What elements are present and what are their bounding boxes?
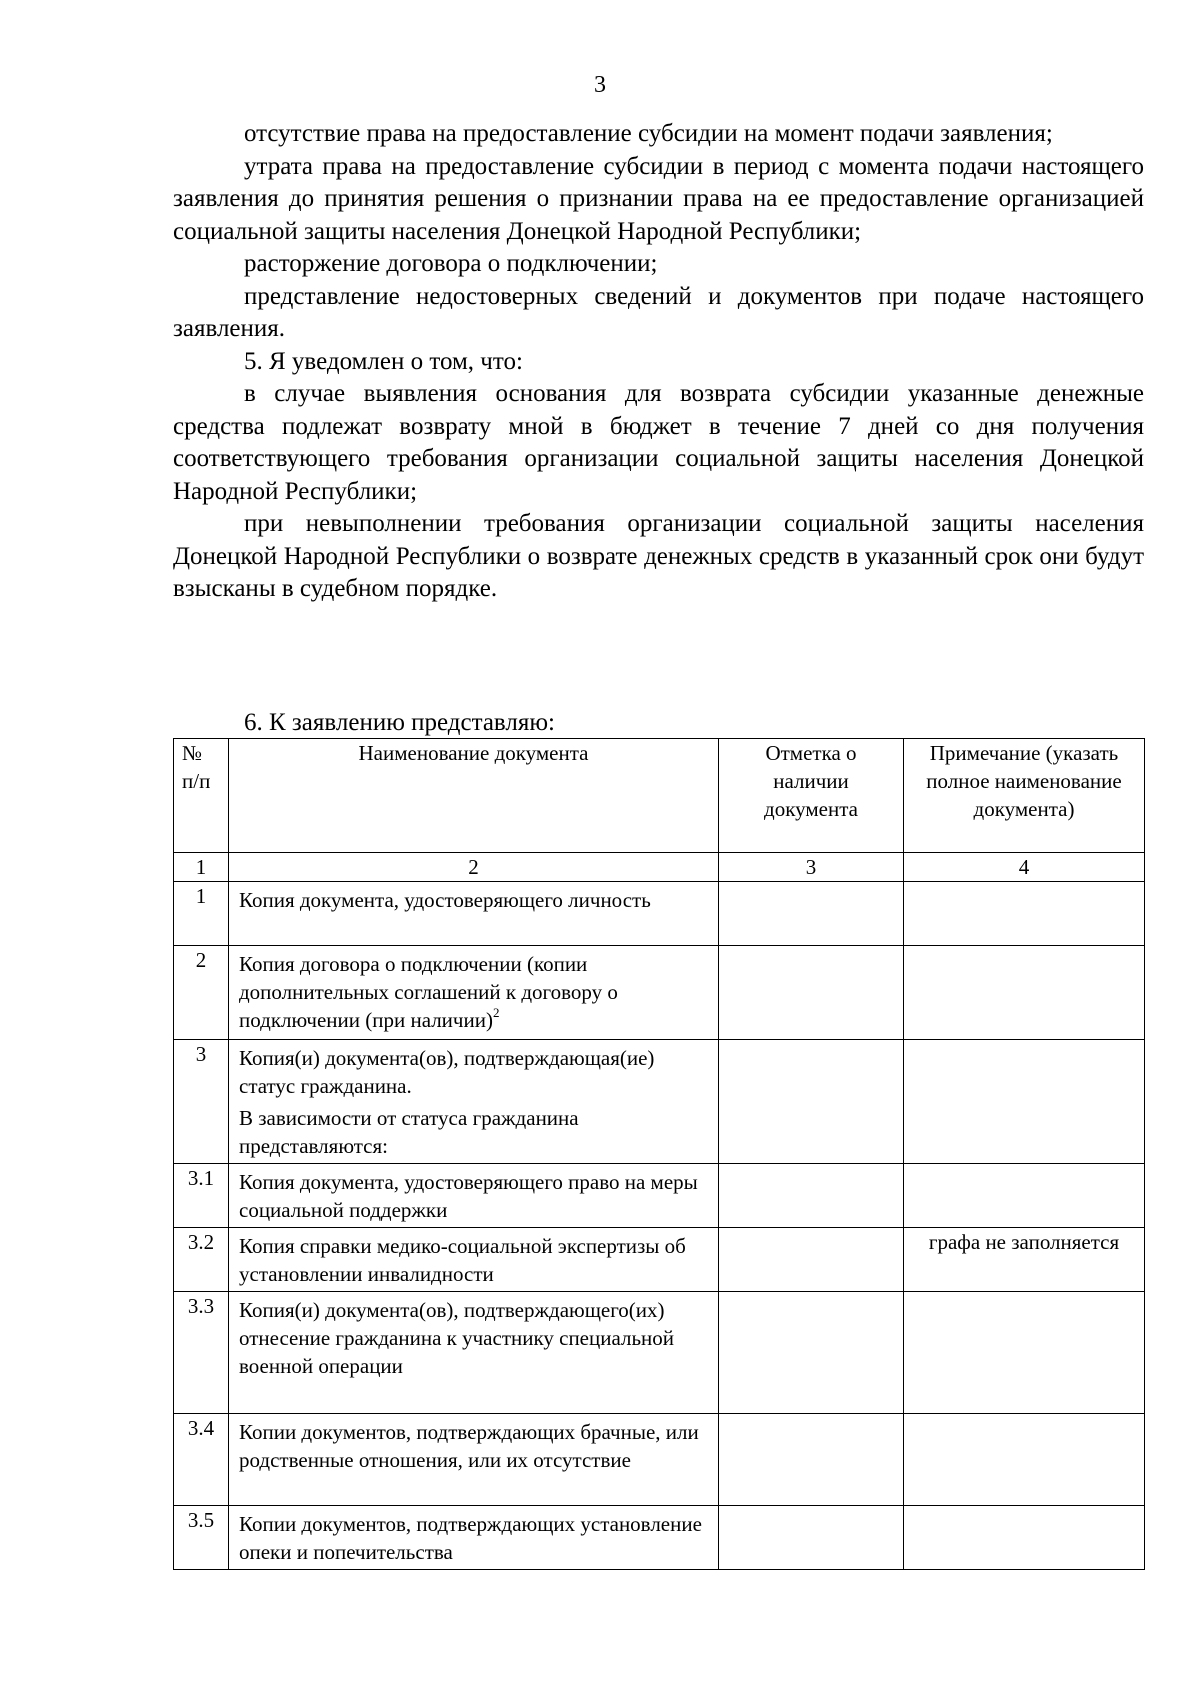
page-number: 3 (594, 72, 606, 98)
table-row (174, 1164, 1145, 1228)
row-num: 3 (174, 1040, 229, 1164)
row-name: Копия(и) документа(ов), подтверждающего(их) отнесение гражданина к участнику специальной военной операции (229, 1292, 719, 1414)
row-mark (719, 1040, 904, 1164)
paragraph-notified: 5. Я уведомлен о том, что: (244, 347, 523, 375)
footnote-marker: 2 (492, 1005, 500, 1020)
table-row (174, 946, 1145, 1040)
row-name: Копия документа, удостоверяющего личность (229, 882, 719, 946)
row-mark (719, 1164, 904, 1228)
row-name (229, 1040, 719, 1164)
row-num: 2 (174, 946, 229, 1040)
table-row (174, 1040, 1145, 1164)
row-num: 3.3 (174, 1292, 229, 1414)
row-mark (719, 882, 904, 946)
row-note (904, 1506, 1145, 1570)
row-note (904, 1164, 1145, 1228)
table-header-row (174, 739, 1145, 853)
row-name-text: Копия договора о подключении (копии дополнительных соглашений к договору о подключении (при наличии) (239, 952, 618, 1032)
index-cell-4: 4 (904, 853, 1145, 882)
row-note (904, 946, 1145, 1040)
paragraph-contract-termination: расторжение договора о подключении; (244, 250, 658, 277)
table-index-row (174, 853, 1145, 882)
table-row (174, 882, 1145, 946)
row-name: Копии документов, подтверждающих брачные, или родственные отношения, или их отсутствие (229, 1414, 719, 1506)
index-cell-3: 3 (719, 853, 904, 882)
row-num: 3.5 (174, 1506, 229, 1570)
paragraph-loss-of-right: утрата права на предоставление субсидии в период с момента подачи настоящего заявления до принятия решения о признании права на ее предоставление организацией социальной защиты населения Донецкой Народной Республики; (173, 152, 1144, 245)
body-text (173, 118, 1144, 606)
row-name: Копия документа, удостоверяющего право на меры социальной поддержки (229, 1164, 719, 1228)
paragraph-no-right: отсутствие права на предоставление субсидии на момент подачи заявления; (244, 120, 1053, 147)
row-note (904, 1040, 1145, 1164)
table-caption: 6. К заявлению представляю: (244, 709, 555, 736)
row-mark (719, 946, 904, 1040)
paragraph-refund: в случае выявления основания для возврата субсидии указанные денежные средства подлежат возврату мной в бюджет в течение 7 дней со дня получения соответствующего требования организации социальной защиты населения Донецкой Народной Республики; (173, 380, 1144, 505)
row-num: 3.4 (174, 1414, 229, 1506)
row-name: Копия справки медико-социальной экспертизы об установлении инвалидности (229, 1228, 719, 1292)
header-note: Примечание (указать полное наименование документа) (904, 739, 1145, 853)
row-num: 3.2 (174, 1228, 229, 1292)
row-num: 3.1 (174, 1164, 229, 1228)
table-row (174, 1228, 1145, 1292)
row-mark (719, 1414, 904, 1506)
row-note: графа не заполняется (904, 1228, 1145, 1292)
index-cell-1: 1 (174, 853, 229, 882)
header-num: № п/п (174, 739, 229, 853)
row-name: Копии документов, подтверждающих установление опеки и попечительства (229, 1506, 719, 1570)
row-mark (719, 1292, 904, 1414)
row-num: 1 (174, 882, 229, 946)
row-note (904, 1292, 1145, 1414)
header-name: Наименование документа (229, 739, 719, 853)
row-note (904, 1414, 1145, 1506)
paragraph-false-info: представление недостоверных сведений и документов при подаче настоящего заявления. (173, 282, 1144, 342)
table-row (174, 1414, 1145, 1506)
row-name-text: Копия(и) документа(ов), подтверждающая(ие) статус гражданина. (239, 1046, 655, 1098)
header-mark: Отметка о наличии документа (719, 739, 904, 853)
table-row (174, 1506, 1145, 1570)
index-cell-2: 2 (229, 853, 719, 882)
row-note (904, 882, 1145, 946)
row-mark (719, 1228, 904, 1292)
row-mark (719, 1506, 904, 1570)
documents-table (173, 738, 1145, 1570)
table-row (174, 1292, 1145, 1414)
paragraph-court: при невыполнении требования организации социальной защиты населения Донецкой Народной Республики о возврате денежных средств в указанный срок они будут взысканы в судебном порядке. (173, 510, 1144, 602)
row-name (229, 946, 719, 1040)
row-name-extra: В зависимости от статуса гражданина представляются: (239, 1106, 579, 1158)
